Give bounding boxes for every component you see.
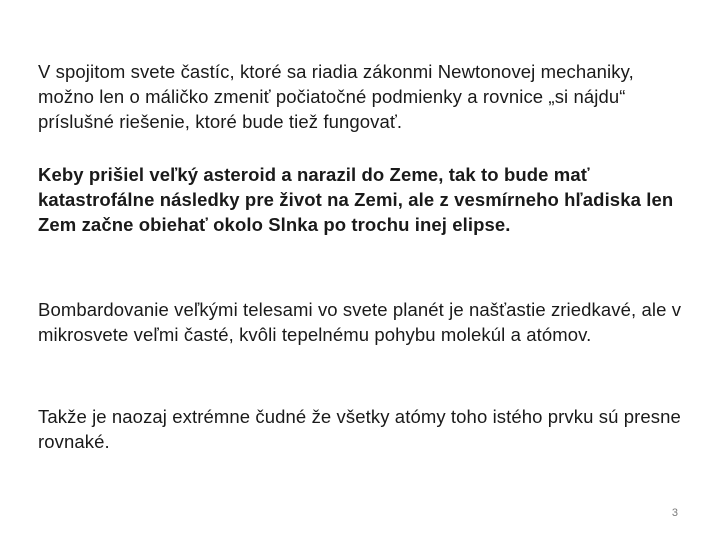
paragraph-bombardment: Bombardovanie veľkými telesami vo svete planét je našťastie zriedkavé, ale v mikrosvete veľmi časté, kvôli tepelnému pohybu molekúl a atómov. (38, 299, 682, 345)
page-number: 3 (671, 507, 678, 519)
paragraph-identical-atoms: Takže je naozaj extrémne čudné že všetky atómy toho istého prvku sú presne rovnaké. (38, 406, 681, 452)
paragraph-asteroid-example: Keby prišiel veľký asteroid a narazil do Zeme, tak to bude mať katastrofálne následky pre život na Zemi, ale z vesmírneho hľadiska len Zem začne obiehať okolo Slnka po trochu inej elipse. (38, 164, 674, 235)
paragraph-newtonian-mechanics: V spojitom svete častíc, ktoré sa riadia zákonmi Newtonovej mechaniky, možno len o máličko zmeniť počiatočné podmienky a rovnice „si nájdu“ príslušné riešenie, ktoré bude tiež fungovať. (38, 61, 634, 132)
